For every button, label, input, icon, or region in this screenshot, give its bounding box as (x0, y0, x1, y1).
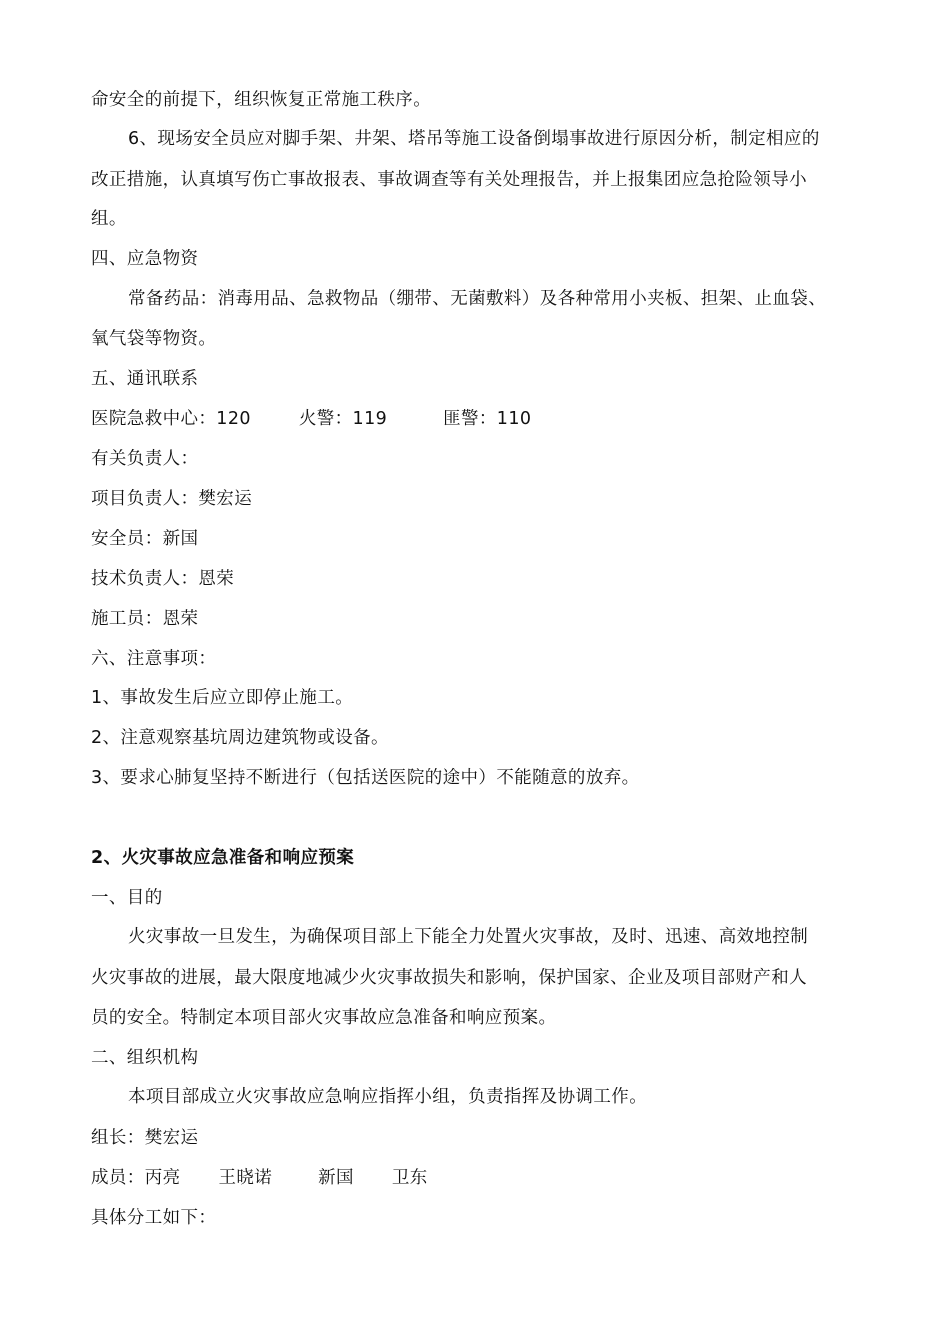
heading-purpose: 一、目的 (91, 888, 163, 908)
heading-notes: 六、注意事项： (91, 649, 217, 669)
phone-police: 匪警：110 (443, 409, 532, 429)
project-lead: 项目负责人：樊宏运 (91, 489, 253, 509)
member-name: 王晓诺 (218, 1168, 273, 1188)
safety-officer: 安全员：新国 (91, 529, 199, 549)
phone-numbers (91, 407, 531, 431)
item6-line2: 改正措施，认真填写伤亡事故报表、事故调查等有关处理报告，并上报集团应急抢险领导小 (91, 170, 807, 190)
purpose-line1: 火灾事故一旦发生，为确保项目部上下能全力处置火灾事故，及时、迅速、高效地控制 (128, 927, 809, 947)
heading-organization: 二、组织机构 (91, 1048, 199, 1068)
note-item: 1、事故发生后应立即停止施工。 (91, 688, 354, 708)
item6-line3: 组。 (91, 209, 127, 229)
member-name: 卫东 (391, 1168, 428, 1188)
member-name: 丙亮 (144, 1168, 181, 1188)
section-title: 2、火灾事故应急准备和响应预案 (91, 848, 355, 868)
purpose-line2: 火灾事故的进展，最大限度地减少火灾事故损失和影响，保护国家、企业及项目部财产和人 (91, 968, 807, 988)
item6-line1: 6、现场安全员应对脚手架、井架、塔吊等施工设备倒塌事故进行原因分析，制定相应的 (128, 129, 820, 149)
phone-fire: 火警：119 (298, 409, 388, 429)
responsible-heading: 有关负责人： (91, 449, 199, 469)
note-item: 2、注意观察基坑周边建筑物或设备。 (91, 728, 389, 748)
supplies-line1: 常备药品：消毒用品、急救物品（绷带、无菌敷料）及各种常用小夹板、担架、止血袋、 (128, 289, 827, 309)
group-members (91, 1166, 428, 1190)
purpose-line3: 员的安全。特制定本项目部火灾事故应急准备和响应预案。 (91, 1008, 557, 1028)
heading-contacts: 五、通讯联系 (91, 369, 199, 389)
members-label: 成员： (91, 1168, 145, 1188)
supplies-line2: 氧气袋等物资。 (91, 329, 217, 349)
constructor: 施工员：恩荣 (91, 609, 199, 629)
phone-hospital: 医院急救中心：120 (91, 409, 251, 429)
tech-lead: 技术负责人：恩荣 (91, 569, 235, 589)
paragraph-continuation: 命安全的前提下，组织恢复正常施工秩序。 (91, 90, 432, 110)
note-item: 3、要求心肺复坚持不断进行（包括送医院的途中）不能随意的放弃。 (91, 768, 640, 788)
division-heading: 具体分工如下： (91, 1208, 217, 1228)
group-leader: 组长：樊宏运 (91, 1128, 199, 1148)
heading-supplies: 四、应急物资 (91, 249, 199, 269)
organization-line: 本项目部成立火灾事故应急响应指挥小组，负责指挥及协调工作。 (128, 1087, 648, 1107)
member-name: 新国 (318, 1168, 354, 1188)
